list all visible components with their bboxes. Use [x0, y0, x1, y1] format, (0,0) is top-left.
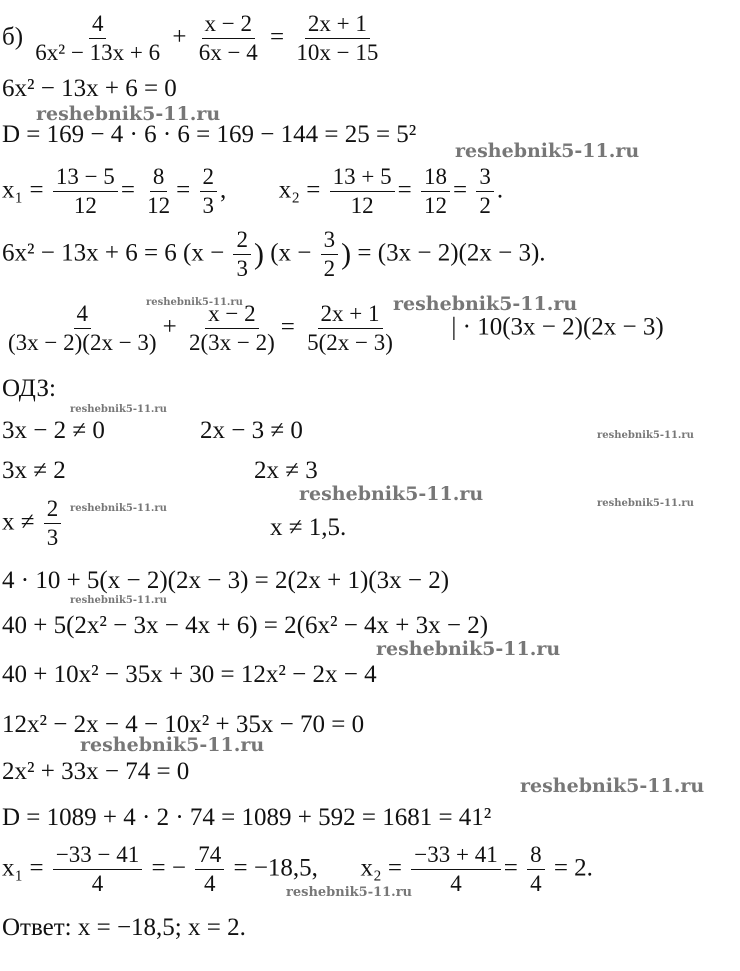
constraint-2: 2x − 3 ≠ 0	[200, 417, 303, 444]
final-quadratic: 2x² + 33x − 74 = 0	[2, 758, 190, 785]
watermark: reshebnik5-11.ru	[146, 297, 243, 308]
watermark: reshebnik5-11.ru	[70, 503, 167, 514]
watermark: reshebnik5-11.ru	[455, 140, 640, 162]
discriminant-line-2: D = 1089 + 4 · 2 · 74 = 1089 + 592 = 1681 = 41²	[2, 804, 492, 831]
multiplier-note: | · 10(3x − 2)(2x − 3)	[451, 313, 664, 341]
watermark: reshebnik5-11.ru	[80, 734, 265, 756]
fraction: $\frac{2}{3}$	[200, 165, 218, 218]
fraction: $\frac{8}{4}$	[527, 843, 545, 896]
fraction: $\frac{74}{4}$	[195, 843, 224, 896]
expanded-equation: 4 · 10 + 5(x − 2)(2x − 3) = 2(2x + 1)(3x − 2)	[2, 567, 450, 594]
constraint-5: x ≠ $\frac{2}{3}$	[2, 497, 64, 550]
watermark: reshebnik5-11.ru	[376, 638, 561, 660]
fraction: $\frac{18}{12}$	[421, 165, 450, 218]
constraint-6: x ≠ 1,5.	[270, 514, 347, 541]
expanded-equation-2: 40 + 5(2x² − 3x − 4x + 6) = 2(6x² − 4x + 3x − 2)	[2, 612, 489, 639]
watermark: reshebnik5-11.ru	[70, 595, 167, 606]
fraction: $\frac{13 - 5}{12}$	[53, 165, 118, 218]
fraction: $\frac{2}{3}$	[233, 228, 251, 281]
watermark: reshebnik5-11.ru	[597, 498, 694, 509]
problem-label: б)	[2, 23, 24, 51]
constraint-1: 3x − 2 ≠ 0	[2, 417, 105, 444]
factorization-line: 6x² − 13x + 6 = 6 (x − $\frac{2}{3}$ ) (x − $\frac{3}{2}$ ) = (3x − 2)(2x − 3).	[2, 227, 546, 282]
watermark: reshebnik5-11.ru	[597, 430, 694, 441]
roots-line: x₁ = $\frac{13 - 5}{12}$ = $\frac{8}{12}$ = $\frac{2}{3}$ , x₂ = $\frac{13 + 5}{12}$ = $\frac{18}{12}$ = $\frac{3}{2}$ .	[2, 164, 504, 219]
fraction: $\frac{2}{3}$	[44, 497, 62, 550]
fraction: $\frac{3}{2}$	[476, 165, 494, 218]
fraction: $\frac{x - 2}{2(3x - 2)}$	[188, 301, 275, 356]
fraction: $\frac{8}{12}$	[147, 164, 171, 219]
collected-equation: 12x² − 2x − 4 − 10x² + 35x − 70 = 0	[2, 711, 365, 738]
watermark: reshebnik5-11.ru	[36, 103, 221, 125]
fraction: $\frac{x - 2}{6x - 4}$	[198, 11, 258, 66]
fraction: $\frac{-33 - 41}{4}$	[53, 843, 142, 896]
fraction: $\frac{4}{\text{6x² − 13x + 6}}$	[35, 11, 161, 66]
fraction: $\frac{3}{2}$	[321, 228, 339, 281]
watermark: reshebnik5-11.ru	[299, 483, 484, 505]
equation-original: б) $\frac{4}{\text{6x² − 13x + 6}}$ + $\frac{x - 2}{6x - 4}$ = $\frac{2x + 1}{10x - 15}$	[2, 12, 384, 65]
factored-equation: $\frac{4}{(3x - 2)(2x - 3)}$ + $\frac{x - 2}{2(3x - 2)}$ = $\frac{2x + 1}{5(2x - 3)}$ | · 10(3x − 2)(2x − 3)	[2, 302, 664, 355]
fraction: $\frac{2x + 1}{5(2x - 3)}$	[307, 301, 393, 356]
fraction: $\frac{13 + 5}{12}$	[330, 165, 395, 218]
watermark: reshebnik5-11.ru	[393, 293, 578, 315]
odz-heading: ОДЗ:	[2, 375, 56, 402]
constraint-3: 3x ≠ 2	[2, 457, 66, 484]
watermark: reshebnik5-11.ru	[286, 885, 413, 900]
quadratic-equation: 6x² − 13x + 6 = 0	[2, 75, 177, 102]
fraction: $\frac{2x + 1}{10x - 15}$	[296, 11, 379, 66]
fraction: $\frac{4}{(3x - 2)(2x - 3)}$	[8, 301, 157, 356]
answer-line: Ответ: x = −18,5; x = 2.	[2, 914, 246, 941]
watermark: reshebnik5-11.ru	[70, 404, 167, 415]
constraint-4: 2x ≠ 3	[254, 457, 318, 484]
watermark: reshebnik5-11.ru	[520, 775, 705, 797]
discriminant-line: D = 169 − 4 · 6 · 6 = 169 − 144 = 25 = 5²	[2, 121, 417, 148]
simplified-equation: 40 + 10x² − 35x + 30 = 12x² − 2x − 4	[2, 661, 377, 688]
fraction: $\frac{-33 + 41}{4}$	[411, 843, 500, 896]
roots-line-2: x₁ = $\frac{-33 - 41}{4}$ = − $\frac{74}{4}$ = −18,5, x₂ = $\frac{-33 + 41}{4}$ = $\frac{8}{4}$ = 2.	[2, 842, 593, 897]
